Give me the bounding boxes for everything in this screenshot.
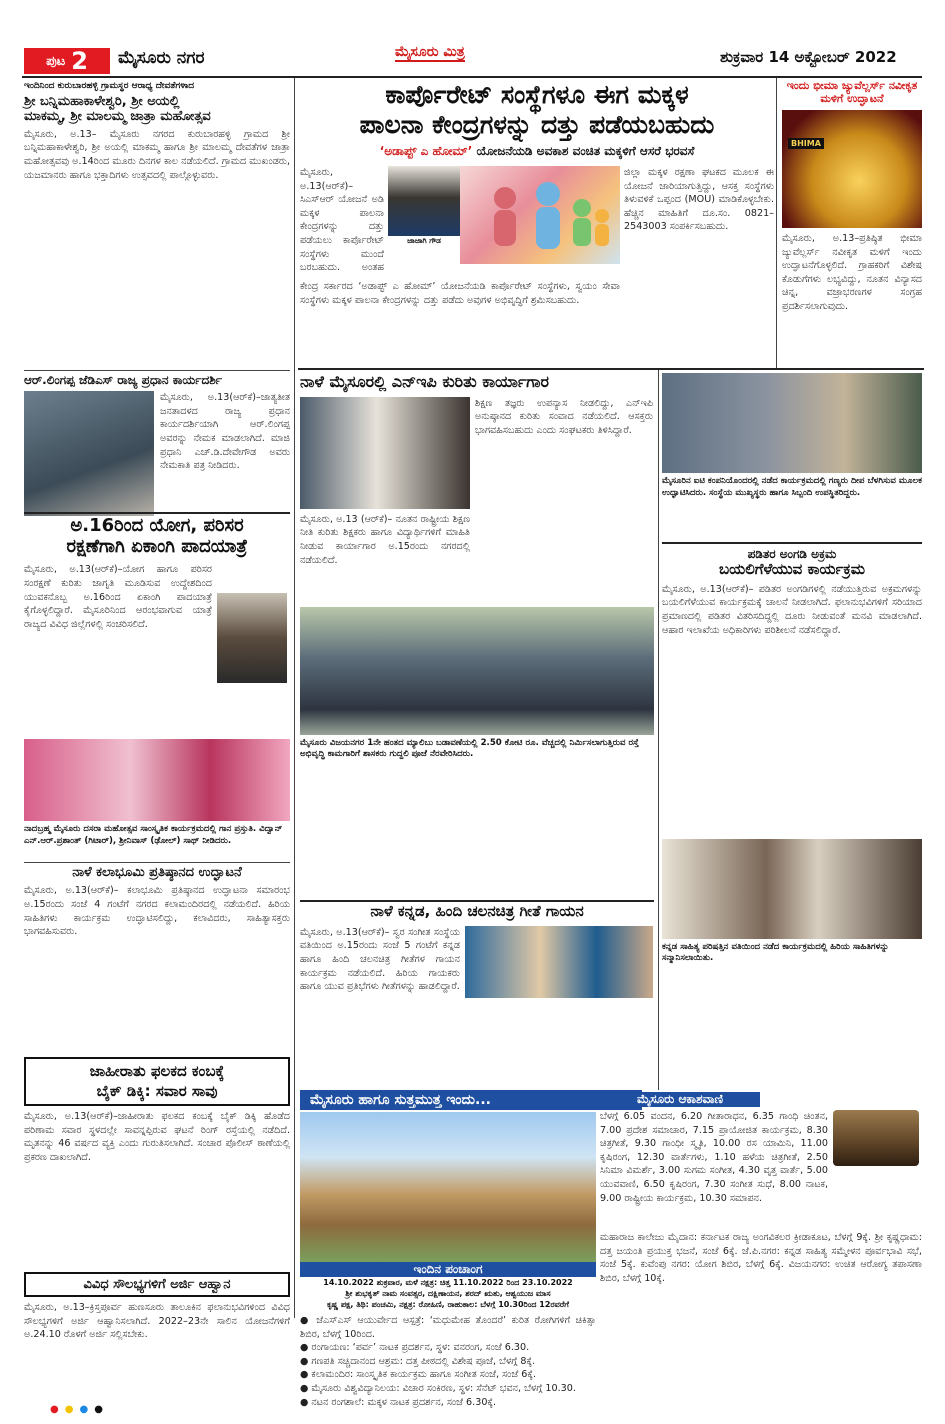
kasapa-photo	[662, 839, 922, 939]
palace-photo	[300, 1112, 596, 1262]
event-item: ● ಜೆಎಸ್‌ಎಸ್ ಆಯುರ್ವೇದ ಆಸ್ಪತ್ರೆ: ‘ಮಧುಮೇಹ ತೊಂದರೆ’ ಕುರಿತ ರೋಗಿಗಳಿಗೆ ಚಿಕಿತ್ಸಾ ಶಿಬಿರ, ಬೆಳಗ್ಗೆ 10ರಿಂದ.	[300, 1315, 596, 1340]
road-work-photo	[300, 607, 654, 735]
divider	[662, 542, 922, 544]
column-rule-ad	[776, 78, 777, 368]
padayatra-headline-2: ರಕ್ಷಣೆಗಾಗಿ ಏಕಾಂಗಿ ಪಾದಯಾತ್ರೆ	[66, 536, 248, 558]
lingappa-headline: ಆರ್.ಲಿಂಗಪ್ಪ ಜೆಡಿಎಸ್ ರಾಜ್ಯ ಪ್ರಧಾನ ಕಾರ್ಯದರ್ಶಿ	[24, 373, 222, 387]
company-event-caption: ಮೈಸೂರಿನ ಐಟಿ ಕಂಪನಿಯೊಂದರಲ್ಲಿ ನಡೆದ ಕಾರ್ಯಕ್ರಮದಲ್ಲಿ ಗಣ್ಯರು ದೀಪ ಬೆಳಗಿಸುವ ಮೂಲಕ ಉದ್ಘಾಟಿಸಿದರು. ಸಂಸ್ಥೆಯ ಮುಖ್ಯಸ್ಥರು ಹಾಗೂ ಸಿಬ್ಬಂದಿ ಉಪಸ್ಥಿತರಿದ್ದರು.	[662, 476, 922, 498]
lingappa-photo	[24, 391, 154, 516]
event-item: ● ಮೈಸೂರು ವಿಶ್ವವಿದ್ಯಾನಿಲಯ: ವಿಚಾರ ಸಂಕಿರಣ, ಸ್ಥಳ: ಸೆನೆಟ್ ಭವನ, ಬೆಳಗ್ಗೆ 10.30.	[300, 1383, 576, 1395]
radio-bar: ಮೈಸೂರು ಆಕಾಶವಾಣಿ	[600, 1092, 760, 1107]
applications-body: ಮೈಸೂರು, ಅ.13–ಕ್ರಿಸ್ತಪೂರ್ವ ಹುಣಸೂರು ತಾಲೂಕಿನ ಫಲಾನುಭವಿಗಳಿಂದ ವಿವಿಧ ಸೌಲಭ್ಯಗಳಿಗೆ ಅರ್ಜಿ ಆಹ್ವಾನಿಸಲಾಗಿದೆ. 2022–23ನೇ ಸಾಲಿನ ಯೋಜನೆಗಳಿಗೆ ಅ.24.10 ರೊಳಗೆ ಅರ್ಜಿ ಸಲ್ಲಿಸಬೇಕು.	[24, 1302, 290, 1341]
padayatra-body: ಮೈಸೂರು, ಅ.13(ಆರ್‌ಕೆ)–ಯೋಗ ಹಾಗೂ ಪರಿಸರ ಸಂರಕ್ಷಣೆ ಕುರಿತು ಜಾಗೃತಿ ಮೂಡಿಸುವ ಉದ್ದೇಶದಿಂದ ಯುವಕನೊಬ್ಬ ಅ.16ರಿಂದ ಏಕಾಂಗಿ ಪಾದಯಾತ್ರೆ ಕೈಗೊಳ್ಳಲಿದ್ದಾರೆ. ಮೈಸೂರಿನಿಂದ ಆರಂಭವಾಗುವ ಯಾತ್ರೆ ರಾಜ್ಯದ ವಿವಿಧ ಜಿಲ್ಲೆಗಳಲ್ಲಿ ಸಂಚರಿಸಲಿದೆ.	[24, 564, 212, 630]
songs-headline: ನಾಳೆ ಕನ್ನಡ, ಹಿಂದಿ ಚಲನಚಿತ್ರ ಗೀತೆ ಗಾಯನ	[370, 902, 584, 920]
column-rule-right	[658, 370, 659, 1090]
radio-body: ಬೆಳಗ್ಗೆ 6.05 ವಂದನ, 6.20 ಗೀತಾರಾಧನ, 6.35 ಗಾಂಧಿ ಚಿಂತನ, 7.00 ಪ್ರದೇಶ ಸಮಾಚಾರ, 7.15 ಪ್ರಾಯೋಜಿತ ಕಾರ್ಯಕ್ರಮ, 8.30 ಚಿತ್ರಗೀತೆ, 9.30 ಗಾಂಧೀ ಸ್ಮೃತಿ, 10.00 ರಸ ಯಾಮಿನಿ, 11.00 ಕೃಷಿರಂಗ, 12.30 ವಾರ್ತೆಗಳು, 1.10 ಹಳೆಯ ಚಿತ್ರಗೀತೆ, 2.50 ಸಿನಿಮಾ ವಿಮರ್ಶೆ, 3.00 ಸುಗಮ ಸಂಗೀತ, 4.30 ವೃತ್ತ ವಾರ್ತೆ, 5.00 ಯುವವಾಣಿ, 6.50 ಕೃಷಿರಂಗ, 7.30 ಸಂಗೀತ ಸುಧೆ, 8.00 ನಾಟಕ, 9.00 ರಾಷ್ಟ್ರೀಯ ಕಾರ್ಯಕ್ರಮ, 10.30 ಸಮಾಪನ.	[600, 1111, 828, 1204]
masthead-rule	[22, 76, 922, 78]
today-events	[300, 1314, 596, 1409]
left-story-applications	[24, 1272, 290, 1379]
applications-headline: ವಿವಿಧ ಸೌಲಭ್ಯಗಳಿಗೆ ಅರ್ಜಿ ಆಹ್ವಾನ	[24, 1272, 290, 1297]
page-number: 2	[71, 47, 88, 75]
today-bar: ಮೈಸೂರು ಹಾಗೂ ಸುತ್ತಮುತ್ತ ಇಂದು...	[300, 1090, 642, 1110]
nep-story	[300, 373, 654, 828]
jatra-kicker: ಇಂದಿನಿಂದ ಕುರುಬಾರಹಳ್ಳಿ ಗ್ರಾಮಸ್ಥರ ಆರಾಧ್ಯ ದೇವತೆಗಳಾದ	[24, 81, 195, 91]
lead-headline-2: ಪಾಲನಾ ಕೇಂದ್ರಗಳನ್ನು ದತ್ತು ಪಡೆಯಬಹುದು	[359, 110, 715, 139]
left-story-lingappa	[24, 373, 290, 516]
lingappa-body: ಮೈಸೂರು, ಅ.13(ಆರ್‌ಕೆ)–ಜಾತ್ಯತೀತ ಜನತಾದಳದ ರಾಜ್ಯ ಪ್ರಧಾನ ಕಾರ್ಯದರ್ಶಿಯಾಗಿ ಆರ್.ಲಿಂಗಪ್ಪ ಅವರನ್ನು ನೇಮಕ ಮಾಡಲಾಗಿದೆ. ಮಾಜಿ ಪ್ರಧಾನಿ ಎಚ್.ಡಿ.ದೇವೇಗೌಡ ಅವರು ನೇಮಕಾತಿ ಪತ್ರ ನೀಡಿದರು.	[160, 392, 290, 472]
left-story-kalabhoomi	[24, 865, 290, 1054]
lead-portrait	[388, 166, 460, 236]
bhima-headline: ಇಂದು ಭೀಮಾ ಜ್ಯುವೆಲ್ಲರ್ಸ್ ನವೀಕೃತ ಮಳಿಗೆ ಉದ್ಘಾಟನೆ	[786, 79, 918, 105]
nep-photo	[300, 397, 470, 509]
panchang-block	[300, 1278, 596, 1310]
event-item: ● ಕಲಾಮಂದಿರ: ಸಾಂಸ್ಕೃತಿಕ ಕಾರ್ಯಕ್ರಮ ಹಾಗೂ ಸಂಗೀತ ಸಂಜೆ, ಸಂಜೆ 6ಕ್ಕೆ.	[300, 1369, 537, 1381]
section-title: ಮೈಸೂರು ನಗರ	[118, 48, 205, 68]
lead-subhead-rest: ಯೋಜನೆಯಡಿ ಅವಕಾಶ ವಂಚಿತ ಮಕ್ಕಳಿಗೆ ಆಸರೆ ಭರವಸೆ	[476, 144, 695, 158]
left-story-accident	[24, 1057, 290, 1300]
divider	[24, 370, 290, 371]
paper-name: ಮೈಸೂರು ಮಿತ್ರ	[395, 44, 465, 60]
bhima-body: ಮೈಸೂರು, ಅ.13–ಪ್ರತಿಷ್ಠಿತ ಭೀಮಾ ಜ್ಯುವೆಲ್ಲರ್ಸ್ ನವೀಕೃತ ಮಳಿಗೆ ಇಂದು ಉದ್ಘಾಟನೆಗೊಳ್ಳಲಿದೆ. ಗ್ರಾಹಕರಿಗೆ ವಿಶೇಷ ಕೊಡುಗೆಗಳು ಲಭ್ಯವಿದ್ದು, ನೂತನ ವಿನ್ಯಾಸದ ಚಿನ್ನ, ವಜ್ರಾಭರಣಗಳ ಸಂಗ್ರಹ ಪ್ರದರ್ಶಿಸಲಾಗುವುದು.	[782, 232, 922, 312]
bhima-ad	[782, 80, 922, 354]
accident-headline-2: ಬೈಕ್ ಡಿಕ್ಕಿ: ಸವಾರ ಸಾವು	[96, 1081, 218, 1100]
kalabhoomi-headline: ನಾಳೆ ಕಲಾಭೂಮಿ ಪ್ರತಿಷ್ಠಾನದ ಉದ್ಘಾಟನೆ	[72, 865, 242, 880]
page-label: ಪುಟ	[46, 53, 66, 69]
jatra-headline-1: ಶ್ರೀ ಬನ್ನಿಮಹಾಕಾಳೇಶ್ವರಿ, ಶ್ರೀ ಅಯಲ್ಲಿ	[24, 94, 180, 110]
radio-schedule	[600, 1110, 922, 1411]
lead-subhead	[300, 144, 774, 159]
lead-body-col2: ಕೇಂದ್ರ ಸರ್ಕಾರದ ‘ಅಡಾಪ್ಟ್ ಎ ಹೋಮ್’ ಯೋಜನೆಯಡಿ ಕಾರ್ಪೊರೇಟ್ ಸಂಸ್ಥೆಗಳು, ಸ್ವಯಂ ಸೇವಾ ಸಂಸ್ಥೆಗಳು ಮಕ್ಕಳ ಪಾಲನಾ ಕೇಂದ್ರಗಳನ್ನು ದತ್ತು ಪಡೆದು ಅವುಗಳ ಅಭಿವೃದ್ಧಿಗೆ ಶ್ರಮಿಸಬಹುದು.	[300, 281, 620, 306]
lead-col1	[300, 166, 460, 276]
ration-headline: ಬಯಲಿಗೆಳೆಯುವ ಕಾರ್ಯಕ್ರಮ	[719, 560, 865, 579]
songs-body: ಮೈಸೂರು, ಅ.13(ಆರ್‌ಕೆ)– ಸ್ವರ ಸಂಗೀತ ಸಂಸ್ಥೆಯ ವತಿಯಿಂದ ಅ.15ರಂದು ಸಂಜೆ 5 ಗಂಟೆಗೆ ಕನ್ನಡ ಹಾಗೂ ಹಿಂದಿ ಚಲನಚಿತ್ರ ಗೀತೆಗಳ ಗಾಯನ ಕಾರ್ಯಕ್ರಮ ನಡೆಯಲಿದೆ. ಹಿರಿಯ ಗಾಯಕರು ಹಾಗೂ ಯುವ ಪ್ರತಿಭೆಗಳು ಗೀತೆಗಳನ್ನು ಹಾಡಲಿದ್ದಾರೆ.	[300, 926, 460, 993]
divider	[298, 368, 924, 370]
accident-body: ಮೈಸೂರು, ಅ.13(ಆರ್‌ಕೆ)–ಜಾಹೀರಾತು ಫಲಕದ ಕಂಬಕ್ಕೆ ಬೈಕ್ ಡಿಕ್ಕಿ ಹೊಡೆದ ಪರಿಣಾಮ ಸವಾರ ಸ್ಥಳದಲ್ಲೇ ಸಾವನ್ನಪ್ಪಿರುವ ಘಟನೆ ರಿಂಗ್ ರಸ್ತೆಯಲ್ಲಿ ನಡೆದಿದೆ. ಮೃತನನ್ನು 46 ವರ್ಷದ ವ್ಯಕ್ತಿ ಎಂದು ಗುರುತಿಸಲಾಗಿದೆ. ಸಂಚಾರ ಪೊಲೀಸ್ ಠಾಣೆಯಲ್ಲಿ ಪ್ರಕರಣ ದಾಖಲಾಗಿದೆ.	[24, 1111, 290, 1163]
lead-col2	[300, 280, 620, 368]
lead-body-col3: ಜಿಲ್ಲಾ ಮಕ್ಕಳ ರಕ್ಷಣಾ ಘಟಕದ ಮೂಲಕ ಈ ಯೋಜನೆ ಜಾರಿಯಾಗುತ್ತಿದ್ದು, ಆಸಕ್ತ ಸಂಸ್ಥೆಗಳು ತಿಳುವಳಿಕೆ ಒಪ್ಪಂದ (MOU) ಮಾಡಿಕೊಳ್ಳಬೇಕು. ಹೆಚ್ಚಿನ ಮಾಹಿತಿಗೆ ದೂ.ಸಂ. 0821–2543003 ಸಂಪರ್ಕಿಸಬಹುದು.	[624, 167, 774, 233]
event-item: ● ರಂಗಾಯಣ: ‘ಪರ್ವ’ ನಾಟಕ ಪ್ರದರ್ಶನ, ಸ್ಥಳ: ವನರಂಗ, ಸಂಜೆ 6.30.	[300, 1342, 530, 1354]
page-number-box	[24, 48, 110, 74]
today-bottom-body: ಮಹಾರಾಜ ಕಾಲೇಜು ಮೈದಾನ: ಕರ್ನಾಟಕ ರಾಜ್ಯ ಅಂಗವಿಕಲರ ಕ್ರೀಡಾಕೂಟ, ಬೆಳಗ್ಗೆ 9ಕ್ಕೆ. ಶ್ರೀ ಕೃಷ್ಣಧಾಮ: ದತ್ತ ಜಯಂತಿ ಪ್ರಯುಕ್ತ ಭಜನೆ, ಸಂಜೆ 6ಕ್ಕೆ. ಜೆ.ಪಿ.ನಗರ: ಕನ್ನಡ ಸಾಹಿತ್ಯ ಸಮ್ಮೇಳನ ಪೂರ್ವಭಾವಿ ಸಭೆ, ಸಂಜೆ 5ಕ್ಕೆ. ಕುವೆಂಪು ನಗರ: ಯೋಗ ಶಿಬಿರ, ಬೆಳಗ್ಗೆ 6ಕ್ಕೆ. ವಿಜಯನಗರ: ಉಚಿತ ಆರೋಗ್ಯ ತಪಾಸಣಾ ಶಿಬಿರ, ಬೆಳಗ್ಗೆ 10ಕ್ಕೆ.	[600, 1232, 922, 1284]
lead-body-col1: ಮೈಸೂರು, ಅ.13(ಆರ್‌ಕೆ)–ಸಿಎಸ್‌ಆರ್ ಯೋಜನೆ ಅಡಿ ಮಕ್ಕಳ ಪಾಲನಾ ಕೇಂದ್ರಗಳನ್ನು ದತ್ತು ಪಡೆಯಲು ಕಾರ್ಪೊರೇಟ್ ಸಂಸ್ಥೆಗಳು ಮುಂದೆ ಬರಬಹುದು. ಅಂತಹ	[300, 167, 384, 274]
lead-subhead-red: ‘ಅಡಾಪ್ಟ್ ಎ ಹೋಮ್’	[379, 144, 473, 158]
ration-body: ಮೈಸೂರು, ಅ.13(ಆರ್‌ಕೆ)– ಪಡಿತರ ಅಂಗಡಿಗಳಲ್ಲಿ ನಡೆಯುತ್ತಿರುವ ಅಕ್ರಮಗಳನ್ನು ಬಯಲಿಗೆಳೆಯುವ ಕಾರ್ಯಕ್ರಮಕ್ಕೆ ಚಾಲನೆ ನೀಡಲಾಗಿದೆ. ಫಲಾನುಭವಿಗಳಿಗೆ ಸರಿಯಾದ ಪ್ರಮಾಣದಲ್ಲಿ ಪಡಿತರ ವಿತರಿಸದಿದ್ದಲ್ಲಿ ದೂರು ನೀಡುವಂತೆ ಮನವಿ ಮಾಡಲಾಗಿದೆ. ಆಹಾರ ಇಲಾಖೆಯ ಅಧಿಕಾರಿಗಳು ಪರಿಶೀಲನೆ ನಡೆಸಲಿದ್ದಾರೆ.	[662, 583, 922, 636]
left-story-padayatra	[24, 515, 290, 860]
lead-portrait-caption: ಜಾಜಾಗಿ ಗೌಡ	[407, 236, 441, 245]
accident-headline-1: ಜಾಹೀರಾತು ಫಲಕದ ಕಂಬಕ್ಕೆ	[89, 1062, 225, 1080]
company-event-photo	[662, 373, 922, 473]
lead-col3	[624, 166, 774, 366]
panchang-line-1: 14.10.2022 ಶುಕ್ರವಾರ, ಮಳೆ ನಕ್ಷತ್ರ: ಚಿತ್ತ 11.10.2022 ರಿಂದ 23.10.2022	[323, 1278, 573, 1287]
print-registration-dots: ●●●●	[50, 1404, 109, 1415]
nep-headline: ನಾಳೆ ಮೈಸೂರಲ್ಲಿ ಎನ್‌ಇಪಿ ಕುರಿತು ಕಾರ್ಯಾಗಾರ	[300, 372, 549, 391]
lead-headline-1: ಕಾರ್ಪೊರೇಟ್ ಸಂಸ್ಥೆಗಳೂ ಈಗ ಮಕ್ಕಳ	[385, 80, 689, 109]
jatra-body: ಮೈಸೂರು, ಅ.13– ಮೈಸೂರು ನಗರದ ಕುರುಬಾರಹಳ್ಳಿ ಗ್ರಾಮದ ಶ್ರೀ ಬನ್ನಿಮಹಾಕಾಳೇಶ್ವರಿ, ಶ್ರೀ ಅಯಲ್ಲಿ ಮಾಕಮ್ಮ ಹಾಗೂ ಶ್ರೀ ಮಾಲಮ್ಮ ದೇವತೆಗಳ ಜಾತ್ರಾ ಮಹೋತ್ಸವವು ಅ.14ರಿಂದ ಮೂರು ದಿನಗಳ ಕಾಲ ನಡೆಯಲಿದೆ. ಗ್ರಾಮದ ಮುಖಂಡರು, ಯಜಮಾನರು ಹಾಗೂ ಭಕ್ತಾದಿಗಳು ಉತ್ಸವದಲ್ಲಿ ಪಾಲ್ಗೊಳ್ಳುವರು.	[24, 128, 290, 181]
jatra-headline-2: ಮಾಕಮ್ಮ, ಶ್ರೀ ಮಾಲಮ್ಮ ಜಾತ್ರಾ ಮಹೋತ್ಸವ	[24, 109, 211, 125]
nep-body-col1: ಮೈಸೂರು, ಅ.13 (ಆರ್‌ಕೆ)– ನೂತನ ರಾಷ್ಟ್ರೀಯ ಶಿಕ್ಷಣ ನೀತಿ ಕುರಿತು ಶಿಕ್ಷಕರು ಹಾಗೂ ವಿದ್ಯಾರ್ಥಿಗಳಿಗೆ ಮಾಹಿತಿ ನೀಡುವ ಕಾರ್ಯಾಗಾರ ಅ.15ರಂದು ನಗರದಲ್ಲಿ ನಡೆಯಲಿದೆ.	[300, 513, 470, 566]
divider	[24, 862, 290, 863]
divider	[24, 512, 290, 514]
ration-kicker: ಪಡಿತರ ಅಂಗಡಿ ಅಕ್ರಮ	[747, 547, 837, 561]
left-story-jatra	[24, 80, 290, 378]
column-rule-left	[294, 78, 295, 1318]
family-figures-illustration	[460, 166, 620, 264]
right-mid-stories	[662, 373, 922, 982]
event-item: ● ನಟನ ರಂಗಶಾಲೆ: ಮಕ್ಕಳ ನಾಟಕ ಪ್ರದರ್ಶನ, ಸಂಜೆ 6.30ಕ್ಕೆ.	[300, 1396, 497, 1408]
panchang-bar: ಇಂದಿನ ಪಂಚಾಂಗ	[300, 1262, 596, 1277]
date-line: ಶುಕ್ರವಾರ 14 ಅಕ್ಟೋಬರ್ 2022	[720, 48, 897, 66]
songs-story	[300, 903, 654, 1096]
radio-icon	[833, 1110, 919, 1166]
kalabhoomi-body: ಮೈಸೂರು, ಅ.13(ಆರ್‌ಕೆ)– ಕಲಾಭೂಮಿ ಪ್ರತಿಷ್ಠಾನದ ಉದ್ಘಾಟನಾ ಸಮಾರಂಭ ಅ.15ರಂದು ಸಂಜೆ 4 ಗಂಟೆಗೆ ನಗರದ ಕಲಾಮಂದಿರದಲ್ಲಿ ನಡೆಯಲಿದೆ. ಹಿರಿಯ ಸಾಹಿತಿಗಳು ಕಾರ್ಯಕ್ರಮ ಉದ್ಘಾಟಿಸಲಿದ್ದು, ಕಲಾವಿದರು, ಸಾಹಿತ್ಯಾಸಕ್ತರು ಭಾಗವಹಿಸುವರು.	[24, 885, 290, 938]
lead-story	[300, 80, 774, 159]
bhima-brand: BHIMA	[788, 138, 824, 149]
concert-photo	[24, 739, 290, 821]
road-work-caption: ಮೈಸೂರು ವಿಜಯನಗರ 1ನೇ ಹಂತದ ಮ್ಯಾಲಿಬು ಬಡಾವಣೆಯಲ್ಲಿ 2.50 ಕೋಟಿ ರೂ. ವೆಚ್ಚದಲ್ಲಿ ನಿರ್ಮಿಸಲಾಗುತ್ತಿರುವ ರಸ್ತೆ ಅಭಿವೃದ್ಧಿ ಕಾಮಗಾರಿಗೆ ಶಾಸಕರು ಗುದ್ದಲಿ ಪೂಜೆ ನೆರವೇರಿಸಿದರು.	[300, 737, 639, 760]
kasapa-caption: ಕನ್ನಡ ಸಾಹಿತ್ಯ ಪರಿಷತ್ತಿನ ವತಿಯಿಂದ ನಡೆದ ಕಾರ್ಯಕ್ರಮದಲ್ಲಿ ಹಿರಿಯ ಸಾಹಿತಿಗಳನ್ನು ಸನ್ಮಾನಿಸಲಾಯಿತು.	[662, 941, 889, 964]
bhima-jewel-photo	[782, 110, 922, 228]
singers-photo	[465, 926, 653, 998]
panchang-line-2: ಶ್ರೀ ಶುಭಕೃತ್ ನಾಮ ಸಂವತ್ಸರ, ದಕ್ಷಿಣಾಯನ, ಶರದ್ ಋತು, ಆಶ್ವಯುಜ ಮಾಸ	[345, 1288, 551, 1298]
lead-photo-family	[460, 166, 620, 264]
nep-body-col2: ಶಿಕ್ಷಣ ತಜ್ಞರು ಉಪನ್ಯಾಸ ನೀಡಲಿದ್ದು, ಎನ್‌ಇಪಿ ಅನುಷ್ಠಾನದ ಕುರಿತು ಸಂವಾದ ನಡೆಯಲಿದೆ. ಆಸಕ್ತರು ಭಾಗವಹಿಸಬಹುದು ಎಂದು ಸಂಘಟಕರು ತಿಳಿಸಿದ್ದಾರೆ.	[475, 397, 653, 437]
padayatra-photo	[217, 593, 287, 683]
concert-caption: ನಾದಬ್ರಹ್ಮ ಮೈಸೂರು ದಸರಾ ಮಹೋತ್ಸವ ಸಾಂಸ್ಕೃತಿಕ ಕಾರ್ಯಕ್ರಮದಲ್ಲಿ ಗಾನ ಪ್ರಸ್ತುತಿ. ವಿದ್ವಾನ್ ಎನ್.ಆರ್.ಪ್ರಶಾಂತ್ (ಗಿಟಾರ್), ಶ್ರೀನಿವಾಸ್ (ಢೋಲ್) ಸಾಥ್ ನೀಡಿದರು.	[24, 824, 283, 847]
accident-headline-box	[24, 1057, 290, 1106]
panchang-line-3: ಕೃಷ್ಣ ಪಕ್ಷ, ತಿಥಿ: ಪಂಚಮಿ, ನಕ್ಷತ್ರ: ರೋಹಿಣಿ, ರಾಹುಕಾಲ: ಬೆಳಗ್ಗೆ 10.30ರಿಂದ 12ರವರೆಗೆ	[327, 1299, 569, 1309]
padayatra-headline-1: ಅ.16ರಿಂದ ಯೋಗ, ಪರಿಸರ	[70, 515, 244, 536]
event-item: ● ಗಣಪತಿ ಸಚ್ಚಿದಾನಂದ ಆಶ್ರಮ: ದತ್ತ ಪೀಠದಲ್ಲಿ ವಿಶೇಷ ಪೂಜೆ, ಬೆಳಗ್ಗೆ 8ಕ್ಕೆ.	[300, 1355, 536, 1367]
